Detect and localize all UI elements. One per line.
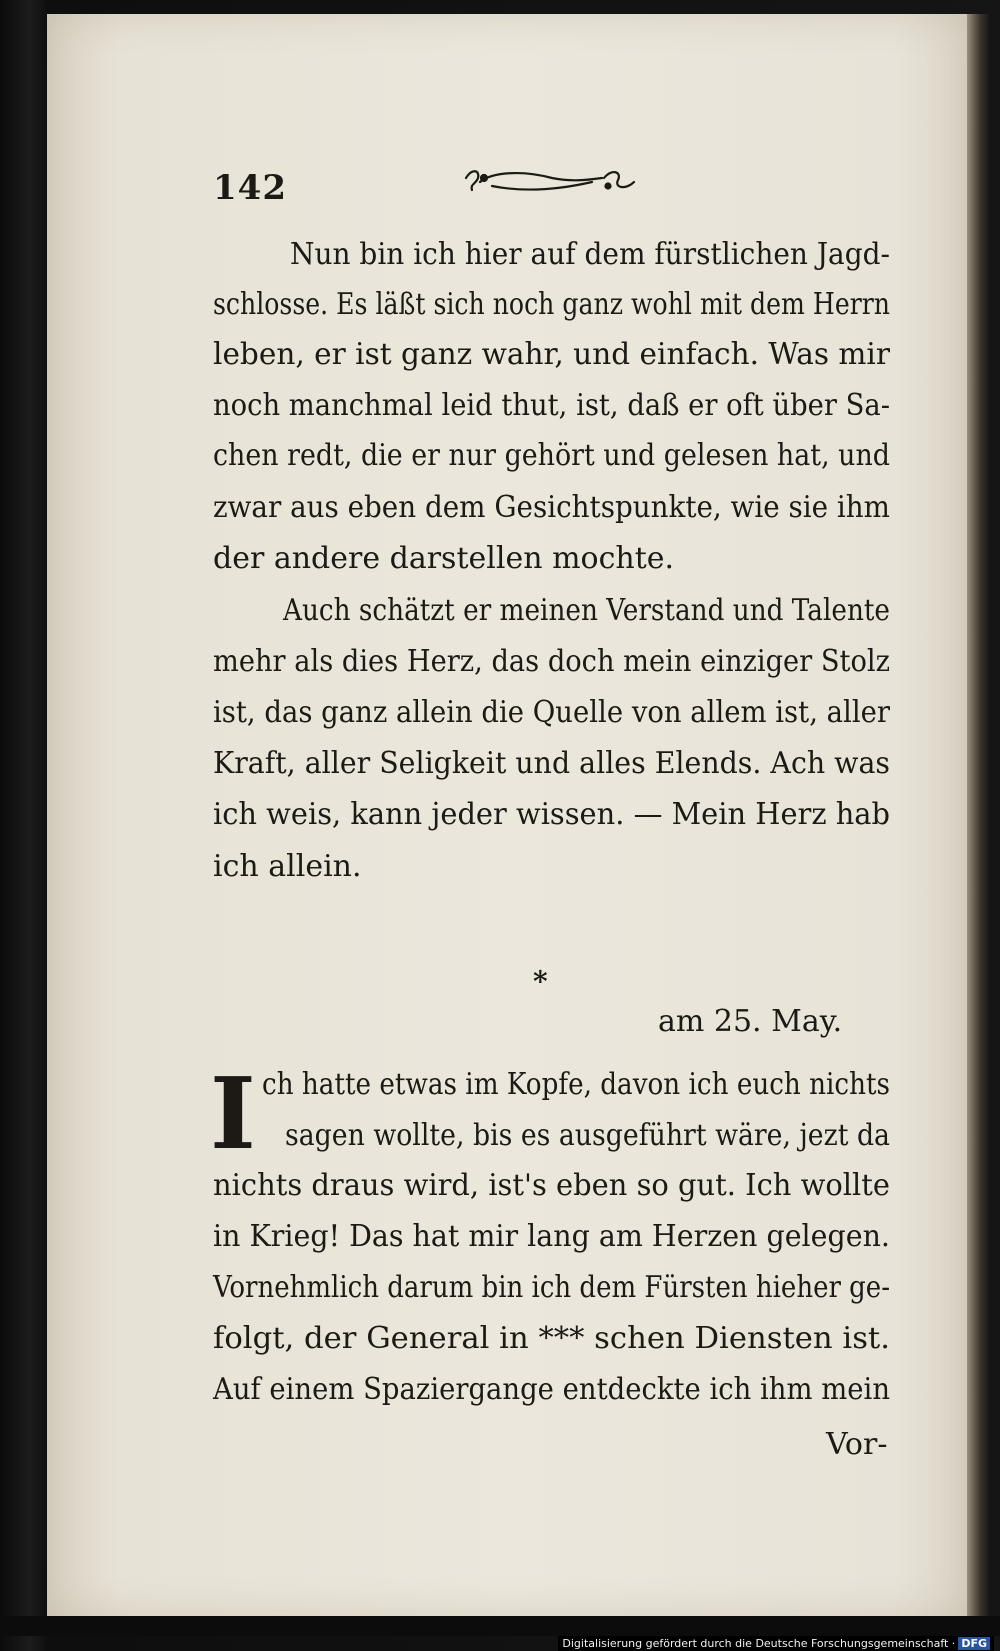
text-line: folgt, der General in *** schen Diensten ist. <box>213 1321 890 1356</box>
text-line: Kraft, aller Seligkeit und alles Elends. Ach was <box>213 746 890 781</box>
text-line: ich allein. <box>213 849 362 884</box>
date-line: am 25. May. <box>658 1004 843 1039</box>
text-line: sagen wollte, bis es ausgeführt wäre, jezt da <box>285 1118 890 1153</box>
text-line: ist, das ganz allein die Quelle von allem ist, aller <box>213 695 890 730</box>
text-line: in Krieg! Das hat mir lang am Herzen gelegen. <box>213 1219 890 1254</box>
dfg-logo: DFG <box>958 1637 990 1650</box>
digitization-footer <box>558 1636 994 1651</box>
page-number: 142 <box>213 168 287 208</box>
text-line: mehr als dies Herz, das doch mein einziger Stolz <box>213 644 890 679</box>
bottom-strip <box>0 1616 1000 1636</box>
page-edge <box>967 14 989 1616</box>
text-line: der andere darstellen mochte. <box>213 541 675 576</box>
text-line: ch hatte etwas im Kopfe, davon ich euch nichts <box>262 1067 890 1102</box>
text-line: Vornehmlich darum bin ich dem Fürsten hieher ge- <box>213 1270 890 1305</box>
text-line: schlosse. Es läßt sich noch ganz wohl mit dem Herrn <box>213 287 890 322</box>
catchword: Vor- <box>826 1427 888 1462</box>
footer-text: Digitalisierung gefördert durch die Deutsche Forschungsgemeinschaft · <box>562 1637 956 1650</box>
separator-mark: * <box>533 965 548 998</box>
header-ornament-icon <box>462 160 642 202</box>
text-line: ich weis, kann jeder wissen. — Mein Herz hab <box>213 797 890 832</box>
text-line: chen redt, die er nur gehört und gelesen hat, und <box>213 438 890 473</box>
text-line: leben, er ist ganz wahr, und einfach. Was mir <box>213 337 890 372</box>
text-line: zwar aus eben dem Gesichtspunkte, wie sie ihm <box>213 490 890 525</box>
text-line: Auch schätzt er meinen Verstand und Talente <box>283 593 890 628</box>
drop-cap: I <box>210 1057 256 1172</box>
text-line: nichts draus wird, ist's eben so gut. Ich wollte <box>213 1168 890 1203</box>
text-line: Auf einem Spaziergange entdeckte ich ihm mein <box>213 1372 890 1407</box>
text-line: noch manchmal leid thut, ist, daß er oft über Sa- <box>213 388 890 423</box>
text-line: Nun bin ich hier auf dem fürstlichen Jagd- <box>290 237 890 272</box>
